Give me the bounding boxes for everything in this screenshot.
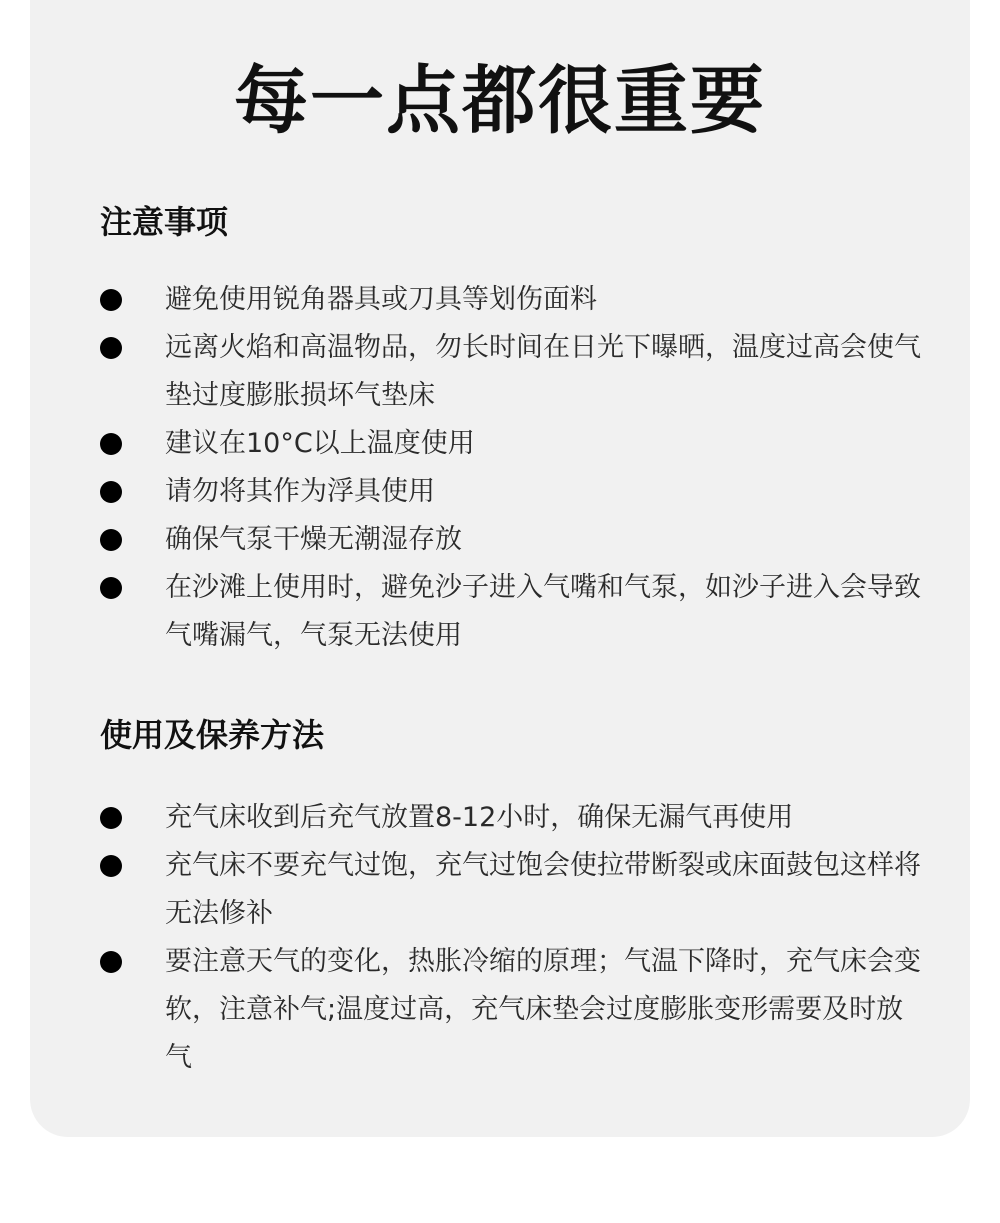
page-title: 每一点都很重要 — [234, 58, 766, 144]
bullet-icon — [100, 529, 122, 551]
bullet-icon — [100, 577, 122, 599]
bullet-icon — [100, 481, 122, 503]
list-item-text: 请勿将其作为浮具使用 — [165, 476, 435, 507]
list-item-text: 避免使用锐角器具或刀具等划伤面料 — [165, 284, 597, 315]
bullet-icon — [100, 337, 122, 359]
section-heading-care: 使用及保养方法 — [100, 716, 325, 754]
list-item — [100, 516, 925, 564]
list-item — [100, 842, 925, 938]
bullet-icon — [100, 855, 122, 877]
section-heading-notes: 注意事项 — [100, 203, 229, 241]
bullet-icon — [100, 951, 122, 973]
list-item — [100, 564, 925, 660]
list-item-text: 建议在10°C以上温度使用 — [165, 428, 475, 459]
bullet-icon — [100, 289, 122, 311]
notes-list — [100, 276, 960, 660]
list-item-text: 确保气泵干燥无潮湿存放 — [165, 524, 462, 555]
bullet-icon — [100, 807, 122, 829]
list-item-text: 在沙滩上使用时，避免沙子进入气嘴和气泵，如沙子进入会导致气嘴漏气，气泵无法使用 — [165, 572, 921, 651]
list-item — [100, 794, 925, 842]
list-item — [100, 468, 925, 516]
list-item — [100, 938, 925, 1082]
bullet-icon — [100, 433, 122, 455]
list-item — [100, 276, 925, 324]
content-card — [30, 0, 970, 1137]
care-list — [100, 794, 960, 1082]
list-item — [100, 324, 925, 420]
list-item-text: 充气床不要充气过饱，充气过饱会使拉带断裂或床面鼓包这样将无法修补 — [165, 850, 921, 929]
list-item-text: 要注意天气的变化，热胀冷缩的原理；气温下降时，充气床会变软，注意补气;温度过高，充气床垫会过度膨胀变形需要及时放气 — [165, 946, 921, 1073]
list-item-text: 远离火焰和高温物品，勿长时间在日光下曝晒，温度过高会使气垫过度膨胀损坏气垫床 — [165, 332, 921, 411]
list-item — [100, 420, 925, 468]
list-item-text: 充气床收到后充气放置8-12小时，确保无漏气再使用 — [165, 802, 794, 833]
